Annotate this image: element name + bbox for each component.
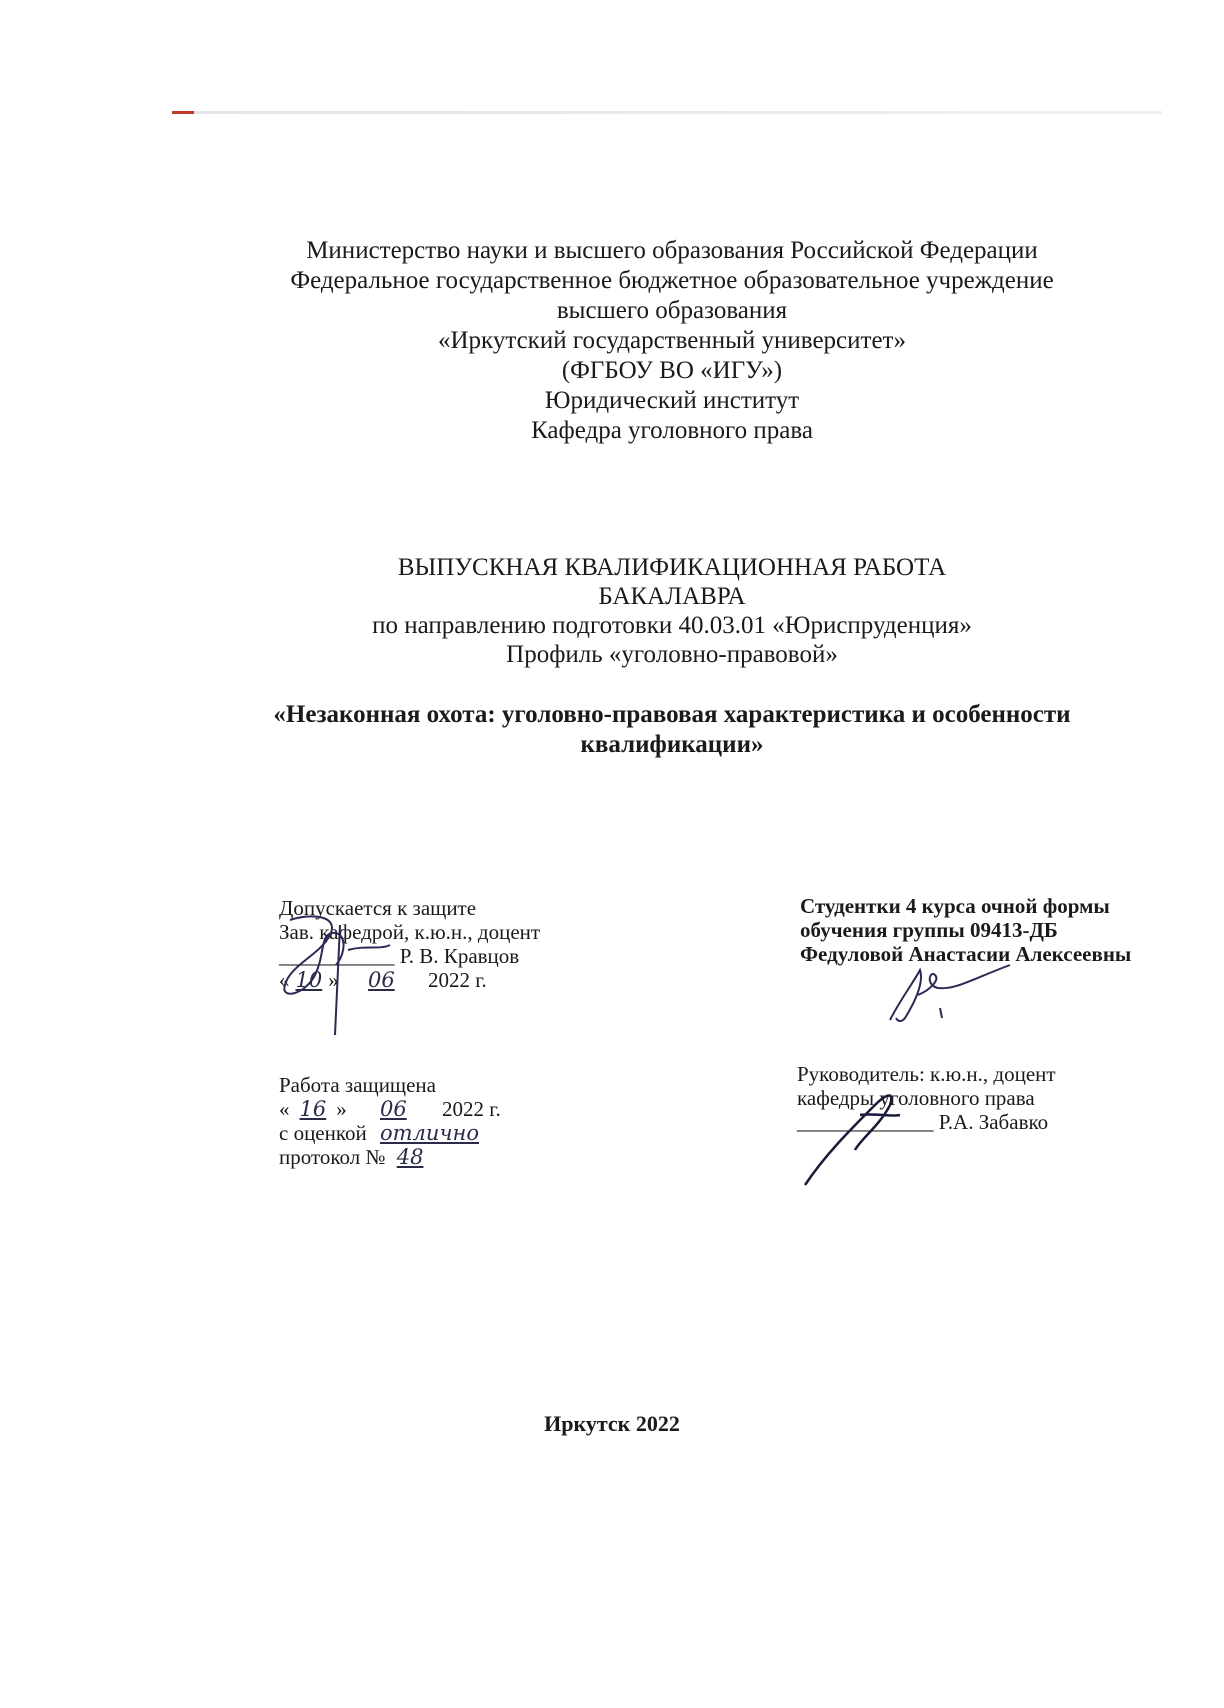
profile-line: Профиль «уголовно-правовой» <box>506 641 838 668</box>
work-type-line2: БАКАЛАВРА <box>598 583 746 610</box>
thesis-theme <box>60 700 1224 760</box>
admission-month: 06 <box>367 968 395 992</box>
student-line1: Студентки 4 курса очной формы <box>800 894 1110 918</box>
grade-line <box>279 1121 509 1145</box>
protocol-number: 48 <box>396 1145 424 1169</box>
defense-block <box>279 1073 509 1169</box>
university-name-line: «Иркутский государственный университет» <box>438 327 906 354</box>
supervisor-signature <box>800 1085 920 1195</box>
admission-label: Допускается к защите <box>279 896 477 920</box>
institute-line: Юридический институт <box>544 387 800 414</box>
date-quote-close: » <box>336 1097 347 1121</box>
institution-type-line: Федеральное государственное бюджетное образовательное учреждение <box>290 267 1054 294</box>
defense-month: 06 <box>379 1097 407 1121</box>
student-signature <box>880 960 1020 1030</box>
city-year: Иркутск 2022 <box>544 1411 680 1436</box>
head-signature <box>270 905 400 1045</box>
student-block <box>800 894 1131 966</box>
student-name: Федуловой Анастасии Алексеевны <box>800 942 1132 966</box>
admission-head-name: Р. В. Кравцов <box>399 944 520 968</box>
supervisor-line1: Руководитель: к.ю.н., доцент <box>797 1062 1056 1086</box>
supervisor-line2: кафедры уголовного права <box>797 1086 1035 1110</box>
defense-year: 2022 г. <box>441 1097 501 1121</box>
admission-position: Зав. кафедрой, к.ю.н., доцент <box>279 920 541 944</box>
defense-label: Работа защищена <box>279 1073 436 1097</box>
student-line2: обучения группы 09413-ДБ <box>800 918 1058 942</box>
theme-line1: «Незаконная охота: уголовно-правовая характеристика и особенности <box>273 701 1071 728</box>
work-type-block <box>60 553 1224 669</box>
protocol-line <box>279 1145 509 1169</box>
university-abbr-line: (ФГБОУ ВО «ИГУ») <box>561 357 783 384</box>
grade-label: с оценкой <box>279 1121 367 1145</box>
work-type-line1: ВЫПУСКНАЯ КВАЛИФИКАЦИОННАЯ РАБОТА <box>397 554 947 581</box>
defense-day: 16 <box>299 1097 327 1121</box>
defense-date-line <box>279 1097 509 1121</box>
protocol-label: протокол № <box>279 1145 386 1169</box>
admission-sign-blank: ___________ <box>279 944 395 968</box>
theme-line2: квалификации» <box>580 731 764 758</box>
date-quote-open: « <box>279 968 290 992</box>
supervisor-sign-blank: _____________ <box>797 1110 934 1134</box>
grade-value: отлично <box>380 1121 479 1145</box>
date-quote-open: « <box>279 1097 290 1121</box>
direction-line: по направлению подготовки 40.03.01 «Юриспруденция» <box>372 612 972 639</box>
ministry-line: Министерство науки и высшего образования Российской Федерации <box>306 237 1038 264</box>
scan-top-edge <box>172 111 1162 114</box>
date-quote-close: » <box>328 968 339 992</box>
supervisor-name: Р.А. Забавко <box>938 1110 1049 1134</box>
admission-day: 10 <box>295 968 323 992</box>
admission-year: 2022 г. <box>427 968 487 992</box>
department-line: Кафедра уголовного права <box>531 417 813 444</box>
education-level-line: высшего образования <box>556 297 788 324</box>
institution-header <box>60 236 1224 446</box>
